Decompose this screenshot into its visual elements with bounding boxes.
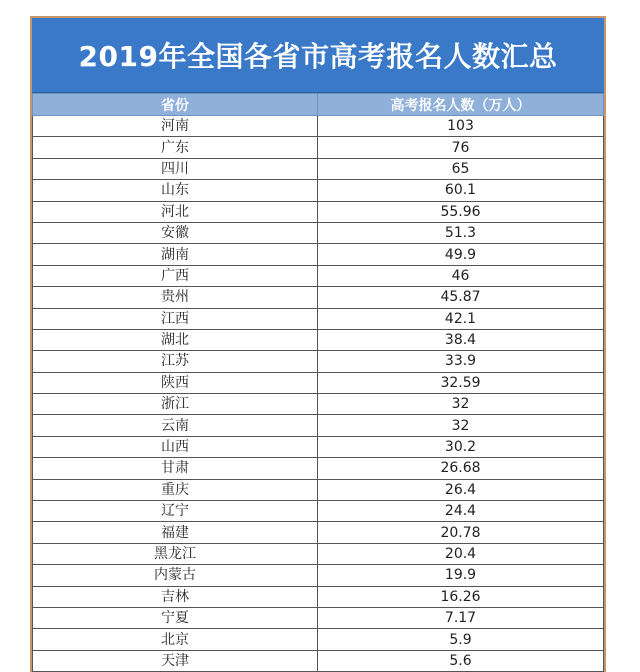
count-cell: 55.96 — [318, 201, 604, 222]
count-cell: 20.4 — [318, 543, 604, 564]
page-title: 2019年全国各省市高考报名人数汇总 — [78, 40, 558, 73]
table-row — [33, 222, 604, 243]
title-banner — [32, 18, 604, 93]
table-row — [33, 244, 604, 265]
count-cell: 26.68 — [318, 458, 604, 479]
province-cell: 内蒙古 — [33, 565, 318, 586]
count-cell: 76 — [318, 137, 604, 158]
table-row — [33, 565, 604, 586]
province-cell: 甘肃 — [33, 458, 318, 479]
table-row — [33, 116, 604, 137]
province-cell: 江苏 — [33, 351, 318, 372]
table-row — [33, 543, 604, 564]
province-cell: 湖北 — [33, 329, 318, 350]
province-cell: 重庆 — [33, 479, 318, 500]
count-cell: 5.6 — [318, 650, 604, 671]
count-cell: 49.9 — [318, 244, 604, 265]
table-row — [33, 436, 604, 457]
table-row — [33, 329, 604, 350]
province-cell: 河北 — [33, 201, 318, 222]
table-row — [33, 522, 604, 543]
table-row — [33, 180, 604, 201]
count-cell: 60.1 — [318, 180, 604, 201]
province-cell: 湖南 — [33, 244, 318, 265]
table-row — [33, 372, 604, 393]
province-cell: 天津 — [33, 650, 318, 671]
count-cell: 51.3 — [318, 222, 604, 243]
table-row — [33, 650, 604, 671]
count-cell: 7.17 — [318, 607, 604, 628]
table-row — [33, 586, 604, 607]
table-row — [33, 201, 604, 222]
province-cell: 福建 — [33, 522, 318, 543]
province-cell: 山西 — [33, 436, 318, 457]
province-cell: 贵州 — [33, 287, 318, 308]
province-cell: 云南 — [33, 415, 318, 436]
table-row — [33, 458, 604, 479]
count-cell: 103 — [318, 116, 604, 137]
province-cell: 河南 — [33, 116, 318, 137]
province-cell: 江西 — [33, 308, 318, 329]
table-row — [33, 394, 604, 415]
count-cell: 42.1 — [318, 308, 604, 329]
province-cell: 陕西 — [33, 372, 318, 393]
table-row — [33, 137, 604, 158]
province-cell: 宁夏 — [33, 607, 318, 628]
province-cell: 四川 — [33, 158, 318, 179]
count-cell: 32 — [318, 415, 604, 436]
count-cell: 20.78 — [318, 522, 604, 543]
count-cell: 32.59 — [318, 372, 604, 393]
count-cell: 46 — [318, 265, 604, 286]
table-row — [33, 351, 604, 372]
count-cell: 45.87 — [318, 287, 604, 308]
table-row — [33, 265, 604, 286]
count-cell: 24.4 — [318, 501, 604, 522]
column-header-province: 省份 — [33, 94, 318, 116]
table-row — [33, 158, 604, 179]
province-cell: 黑龙江 — [33, 543, 318, 564]
spreadsheet — [30, 16, 606, 672]
count-cell: 32 — [318, 394, 604, 415]
province-cell: 浙江 — [33, 394, 318, 415]
table-row — [33, 415, 604, 436]
count-cell: 30.2 — [318, 436, 604, 457]
province-cell: 安徽 — [33, 222, 318, 243]
count-cell: 33.9 — [318, 351, 604, 372]
province-cell: 吉林 — [33, 586, 318, 607]
count-cell: 19.9 — [318, 565, 604, 586]
table-row — [33, 287, 604, 308]
count-cell: 26.4 — [318, 479, 604, 500]
province-cell: 广西 — [33, 265, 318, 286]
table-row — [33, 501, 604, 522]
table-body — [33, 116, 604, 672]
province-cell: 北京 — [33, 629, 318, 650]
province-cell: 辽宁 — [33, 501, 318, 522]
table-row — [33, 629, 604, 650]
count-cell: 65 — [318, 158, 604, 179]
count-cell: 16.26 — [318, 586, 604, 607]
province-cell: 山东 — [33, 180, 318, 201]
column-header-count: 高考报名人数（万人） — [318, 94, 604, 116]
header-row — [33, 94, 604, 116]
count-cell: 38.4 — [318, 329, 604, 350]
data-table — [32, 93, 604, 672]
table-row — [33, 479, 604, 500]
table-row — [33, 308, 604, 329]
province-cell: 广东 — [33, 137, 318, 158]
table-row — [33, 607, 604, 628]
count-cell: 5.9 — [318, 629, 604, 650]
